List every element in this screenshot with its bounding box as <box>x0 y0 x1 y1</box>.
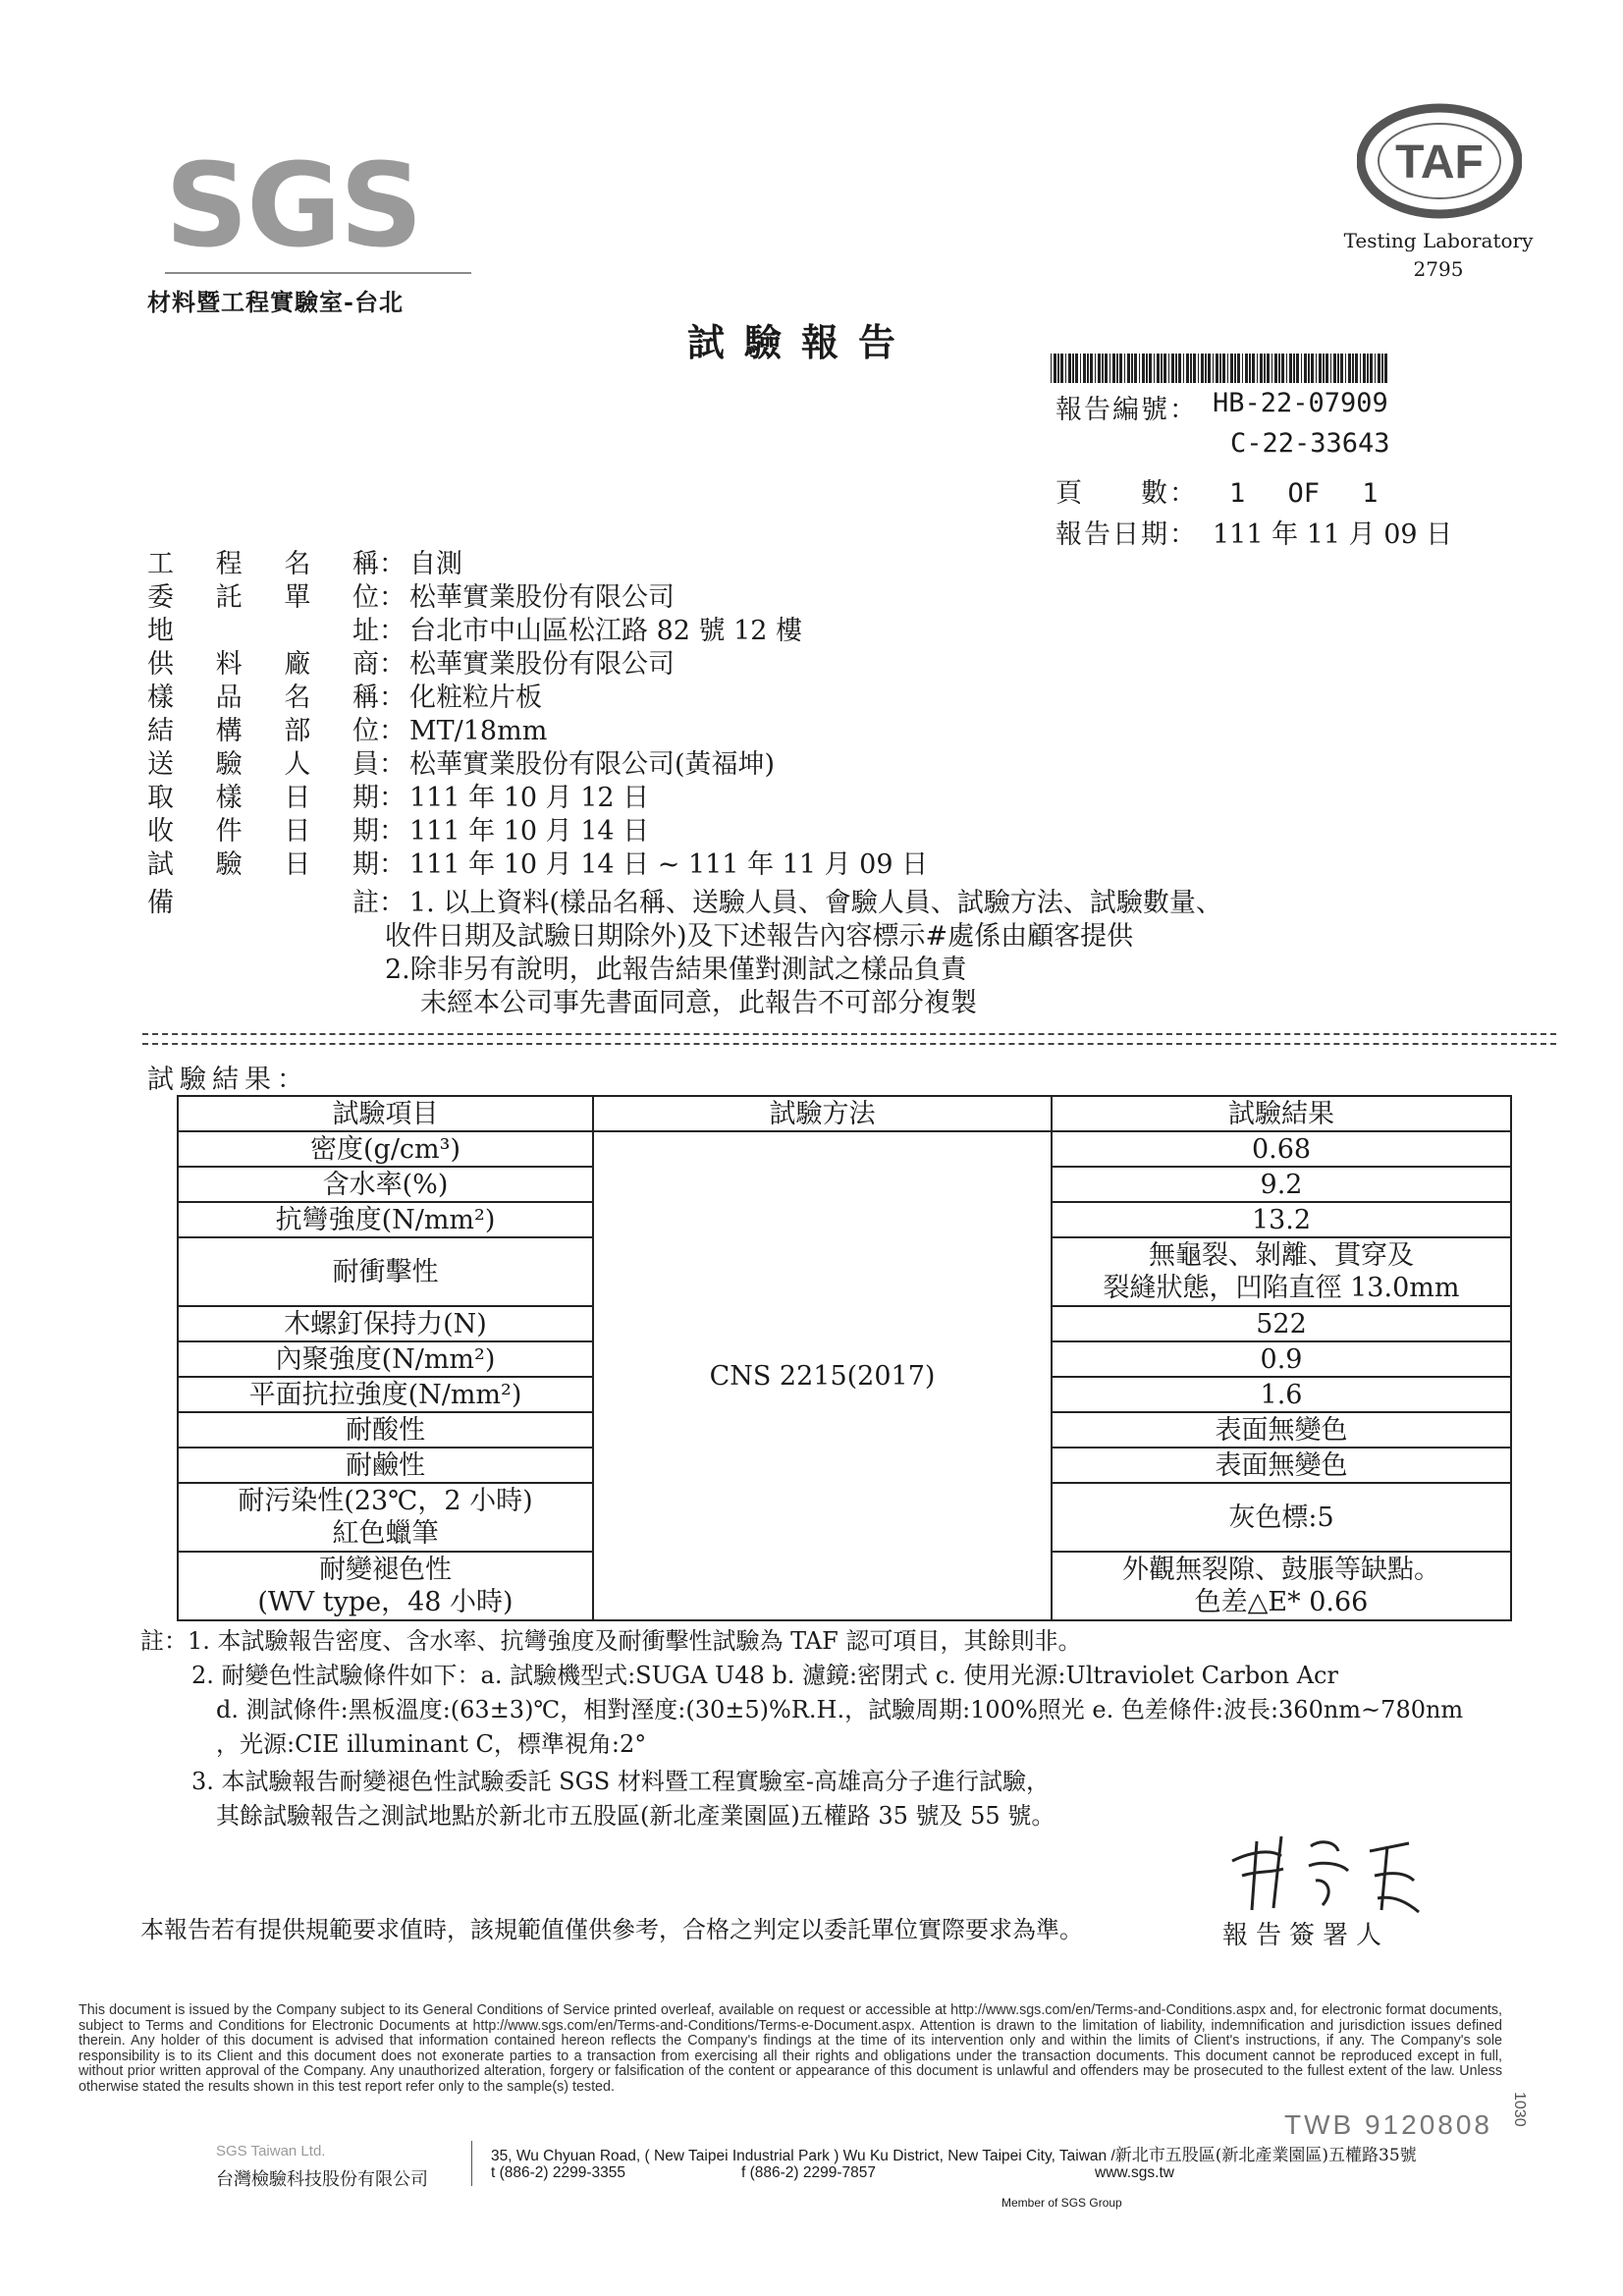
document-serial: TWB 9120808 <box>1284 2109 1492 2140</box>
taf-number: 2795 <box>1413 257 1464 281</box>
info-label: 試驗日期 <box>147 849 379 880</box>
info-row <box>147 887 1222 920</box>
barcode-bar <box>1319 354 1322 383</box>
barcode-bar <box>1054 354 1056 383</box>
info-value: 1. 以上資料(樣品名稱、送驗人員、會驗人員、試驗方法、試驗數量、 <box>409 888 1222 918</box>
note-3-cont: 其餘試驗報告之測試地點於新北市五股區(新北產業園區)五權路 35 號及 55 號。 <box>216 1802 1055 1830</box>
barcode-bar <box>1281 354 1284 383</box>
barcode-bar <box>1227 354 1228 383</box>
info-label: 收件日期 <box>147 816 379 847</box>
lab-name: 材料暨工程實驗室-台北 <box>147 288 404 316</box>
barcode-bar <box>1274 354 1277 383</box>
item-line: 紅色蠟筆 <box>332 1518 439 1549</box>
barcode-bar <box>1213 354 1214 383</box>
company-address <box>491 2141 1417 2165</box>
address-cn: 新北市五股區(新北產業園區)五權路35號 <box>1114 2146 1417 2165</box>
barcode <box>1051 354 1389 383</box>
info-value: 111 年 10 月 14 日 ~ 111 年 11 月 09 日 <box>409 849 929 880</box>
result-cell: 表面無變色 <box>1052 1412 1511 1448</box>
barcode-bar <box>1127 354 1130 383</box>
barcode-bar <box>1367 354 1369 383</box>
info-value: 松華實業股份有限公司(黃福坤) <box>409 749 776 780</box>
company-name-cn: 台灣檢驗科技股份有限公司 <box>216 2169 428 2190</box>
barcode-bar <box>1325 354 1328 383</box>
barcode-bar <box>1237 354 1240 383</box>
barcode-bar <box>1060 354 1063 383</box>
info-label: 工程名稱 <box>147 549 379 579</box>
info-value: MT/18mm <box>409 716 548 746</box>
item-cell: 內聚強度(N/mm²) <box>178 1341 593 1377</box>
info-colon: ： <box>379 616 406 646</box>
report-no: HB-22-07909 <box>1213 388 1388 418</box>
barcode-bar <box>1348 354 1351 383</box>
header-item: 試驗項目 <box>178 1096 593 1131</box>
barcode-bar <box>1090 354 1093 383</box>
result-line: 色差△E* 0.66 <box>1194 1587 1369 1617</box>
info-colon: ： <box>379 549 406 579</box>
item-cell: 平面抗拉強度(N/mm²) <box>178 1377 593 1412</box>
divider <box>142 1033 1556 1045</box>
barcode-bar <box>1051 354 1052 383</box>
info-colon: ： <box>379 716 406 746</box>
info-label: 送驗人員 <box>147 749 379 780</box>
result-cell: 0.68 <box>1052 1131 1511 1167</box>
item-cell <box>178 1552 593 1620</box>
item-cell: 木螺釘保持力(N) <box>178 1306 593 1341</box>
info-colon: ： <box>379 849 406 880</box>
taf-logo-text: TAF <box>1395 137 1484 189</box>
item-line: 耐變褪色性 <box>319 1555 452 1585</box>
result-cell <box>1052 1237 1511 1306</box>
item-cell: 耐鹼性 <box>178 1448 593 1483</box>
logo-rule <box>165 272 471 274</box>
barcode-bar <box>1146 354 1148 383</box>
sgs-logo: SGS <box>165 137 421 273</box>
info-colon: ： <box>379 816 406 847</box>
info-colon: ： <box>379 749 406 780</box>
barcode-bar <box>1301 354 1302 383</box>
info-value: 松華實業股份有限公司 <box>409 582 675 613</box>
barcode-bar <box>1267 354 1270 383</box>
barcode-bar <box>1105 354 1108 383</box>
info-row <box>147 748 775 782</box>
note-1: 註：1. 本試驗報告密度、含水率、抗彎強度及耐衝擊性試驗為 TAF 認可項目，其餘則非。 <box>140 1627 1082 1655</box>
company-fax: f (886-2) 2299-7857 <box>741 2164 877 2181</box>
barcode-bar <box>1075 354 1078 383</box>
info-value: 台北市中山區松江路 82 號 12 樓 <box>409 616 803 646</box>
info-colon: ： <box>379 649 406 680</box>
barcode-bar <box>1175 354 1177 383</box>
result-line: 無龜裂、剝離、貫穿及 <box>1149 1240 1414 1271</box>
result-cell: 表面無變色 <box>1052 1448 1511 1483</box>
result-line: 外觀無裂隙、鼓脹等缺點。 <box>1122 1555 1440 1585</box>
member-note: Member of SGS Group <box>1001 2196 1122 2210</box>
barcode-bar <box>1157 354 1160 383</box>
barcode-bar <box>1360 354 1361 383</box>
barcode-bar <box>1116 354 1118 383</box>
report-no-label: 報告編號： <box>1055 395 1198 425</box>
barcode-bar <box>1311 354 1314 383</box>
barcode-bar <box>1384 354 1387 383</box>
remark-line-3: 未經本公司事先書面同意，此報告不可部分複製 <box>420 988 977 1018</box>
info-label: 備註 <box>147 888 379 918</box>
header-method: 試驗方法 <box>593 1096 1052 1131</box>
info-colon: ： <box>379 683 406 713</box>
info-value: 111 年 10 月 14 日 <box>409 816 650 847</box>
result-cell <box>1052 1552 1511 1620</box>
barcode-bar <box>1260 354 1263 383</box>
results-table <box>177 1095 1512 1621</box>
info-row <box>147 715 547 748</box>
info-row <box>147 782 649 815</box>
barcode-bar <box>1178 354 1181 383</box>
barcode-bar <box>1087 354 1089 383</box>
info-colon: ： <box>379 582 406 613</box>
barcode-bar <box>1149 354 1152 383</box>
barcode-bar <box>1072 354 1074 383</box>
barcode-bar <box>1102 354 1104 383</box>
info-label: 取樣日期 <box>147 783 379 813</box>
barcode-bar <box>1330 354 1331 383</box>
company-website: www.sgs.tw <box>1095 2164 1174 2181</box>
info-row <box>147 815 649 848</box>
result-cell: 13.2 <box>1052 1202 1511 1237</box>
remark-line-2: 2.除非另有說明，此報告結果僅對測試之樣品負責 <box>385 955 967 985</box>
item-line: 耐污染性(23℃，2 小時) <box>238 1486 533 1516</box>
item-cell <box>178 1483 593 1552</box>
barcode-bar <box>1333 354 1336 383</box>
barcode-bar <box>1296 354 1299 383</box>
info-row <box>147 615 802 648</box>
table-row <box>178 1131 1511 1167</box>
item-cell: 密度(g/cm³) <box>178 1131 593 1167</box>
side-code: 1030 <box>1511 2092 1528 2127</box>
info-colon: ： <box>379 888 406 918</box>
barcode-bar <box>1208 354 1211 383</box>
info-value: 111 年 10 月 12 日 <box>409 783 650 813</box>
barcode-bar <box>1083 354 1086 383</box>
note-2-cont-2: ，光源:CIE illuminant C，標準視角:2° <box>216 1730 647 1758</box>
barcode-bar <box>1183 354 1184 383</box>
report-date: 111 年 11 月 09 日 <box>1213 519 1453 550</box>
barcode-bar <box>1230 354 1233 383</box>
info-colon: ： <box>379 783 406 813</box>
barcode-bar <box>1154 354 1155 383</box>
barcode-bar <box>1264 354 1266 383</box>
result-cell: 灰色標:5 <box>1052 1483 1511 1552</box>
barcode-bar <box>1119 354 1122 383</box>
barcode-bar <box>1131 354 1133 383</box>
info-label: 結構部位 <box>147 716 379 746</box>
info-row <box>147 548 462 581</box>
barcode-bar <box>1249 354 1251 383</box>
info-label: 供料廠商 <box>147 649 379 680</box>
taf-subtitle: Testing Laboratory <box>1343 229 1534 252</box>
barcode-bar <box>1375 354 1376 383</box>
result-line: 裂縫狀態，凹陷直徑 13.0mm <box>1103 1273 1460 1303</box>
barcode-bar <box>1161 354 1163 383</box>
company-phone: t (886-2) 2299-3355 <box>491 2164 626 2181</box>
barcode-bar <box>1124 354 1125 383</box>
page-count: 1 OF 1 <box>1229 478 1379 509</box>
barcode-bar <box>1168 354 1169 383</box>
barcode-bar <box>1163 354 1166 383</box>
report-date-label: 報告日期： <box>1055 519 1198 550</box>
company-name-en: SGS Taiwan Ltd. <box>216 2143 326 2159</box>
barcode-bar <box>1201 354 1204 383</box>
barcode-bar <box>1245 354 1248 383</box>
page-title: 試驗報告 <box>687 320 916 364</box>
result-cell: 1.6 <box>1052 1377 1511 1412</box>
barcode-bar <box>1242 354 1243 383</box>
barcode-bar <box>1304 354 1307 383</box>
taf-logo-icon <box>1357 103 1522 219</box>
barcode-bar <box>1257 354 1258 383</box>
barcode-bar <box>1139 354 1140 383</box>
barcode-bar <box>1193 354 1196 383</box>
info-value: 松華實業股份有限公司 <box>409 649 675 680</box>
barcode-bar <box>1171 354 1174 383</box>
report-no-2: C-22-33643 <box>1230 428 1390 459</box>
info-value: 化粧粒片板 <box>409 683 542 713</box>
barcode-bar <box>1363 354 1366 383</box>
item-cell: 耐酸性 <box>178 1412 593 1448</box>
barcode-bar <box>1198 354 1199 383</box>
barcode-bar <box>1095 354 1096 383</box>
note-3: 3. 本試驗報告耐變褪色性試驗委託 SGS 材料暨工程實驗室-高雄高分子進行試驗， <box>191 1768 1050 1795</box>
barcode-bar <box>1271 354 1272 383</box>
item-cell: 耐衝擊性 <box>178 1237 593 1306</box>
table-header-row <box>178 1096 1511 1131</box>
barcode-bar <box>1068 354 1071 383</box>
barcode-bar <box>1308 354 1310 383</box>
result-cell: 0.9 <box>1052 1341 1511 1377</box>
address-en: 35, Wu Chyuan Road, ( New Taipei Industrial Park ) Wu Ku District, New Taipei City, Taiwan / <box>491 2148 1115 2164</box>
barcode-bar <box>1234 354 1236 383</box>
barcode-bar <box>1345 354 1346 383</box>
info-row <box>147 682 542 715</box>
barcode-bar <box>1278 354 1280 383</box>
disclaimer-statement: 本報告若有提供規範要求值時，該規範值僅供參考，合格之判定以委託單位實際要求為準。 <box>140 1916 1083 1943</box>
barcode-bar <box>1323 354 1325 383</box>
barcode-bar <box>1216 354 1218 383</box>
info-label: 地址 <box>147 616 379 646</box>
barcode-bar <box>1286 354 1287 383</box>
info-row <box>147 648 675 682</box>
barcode-bar <box>1352 354 1354 383</box>
barcode-bar <box>1252 354 1255 383</box>
signer-label: 報告簽署人 <box>1222 1921 1390 1950</box>
barcode-bar <box>1219 354 1221 383</box>
barcode-bar <box>1337 354 1339 383</box>
signature-icon <box>1213 1822 1429 1920</box>
barcode-bar <box>1205 354 1207 383</box>
terms-fine-print: This document is issued by the Company subject to its General Conditions of Service printed overleaf, available on request or accessible at http://www.sgs.com/en/Terms-and-Conditions.aspx and, for electronic format documents, subject to Terms and Conditions for Electronic Documents at http://www.sgs.com/en/Terms-and-Conditions/Terms-e-Document.aspx. Attention is drawn to the limitation of liability, indemnification and jurisdiction issues defined therein. Any holder of this document is advised that information contained hereon reflects the Company's findings at the time of its intervention only and within the limits of Client's instructions, if any. The Company's sole responsibility is to its Client and this document does not exonerate parties to a transaction from exercising all their rights and obligations under the transaction documents. This document cannot be reproduced except in full, without prior written approval of the Company. Any unauthorized alteration, forgery or falsification of the content or appearance of this document is unlawful and offenders may be prosecuted to the fullest extent of the law. Unless otherwise stated the results shown in this test report refer only to the sample(s) tested. <box>79 2002 1502 2095</box>
info-label: 樣品名稱 <box>147 683 379 713</box>
header-result: 試驗結果 <box>1052 1096 1511 1131</box>
info-value: 自測 <box>409 549 462 579</box>
barcode-bar <box>1186 354 1189 383</box>
barcode-bar <box>1142 354 1145 383</box>
result-cell: 522 <box>1052 1306 1511 1341</box>
results-heading: 試驗結果： <box>147 1065 309 1095</box>
info-row <box>147 581 675 615</box>
barcode-bar <box>1109 354 1110 383</box>
info-label: 委託單位 <box>147 582 379 613</box>
item-cell: 抗彎強度(N/mm²) <box>178 1202 593 1237</box>
footer-divider <box>471 2141 472 2186</box>
barcode-bar <box>1065 354 1066 383</box>
barcode-bar <box>1378 354 1380 383</box>
barcode-bar <box>1222 354 1225 383</box>
barcode-bar <box>1381 354 1383 383</box>
barcode-bar <box>1289 354 1292 383</box>
barcode-bar <box>1112 354 1115 383</box>
pages-label: 頁 數： <box>1055 478 1198 509</box>
remark-line-1: 收件日期及試驗日期除外)及下述報告內容標示#處係由顧客提供 <box>385 921 1134 952</box>
barcode-bar <box>1098 354 1101 383</box>
barcode-bar <box>1340 354 1343 383</box>
info-row <box>147 848 928 882</box>
note-2-cont: d. 測試條件:黑板溫度:(63±3)℃，相對溼度:(30±5)%R.H.，試驗周期:100%照光 e. 色差條件:波長:360nm~780nm <box>216 1696 1464 1723</box>
barcode-bar <box>1370 354 1373 383</box>
result-cell: 9.2 <box>1052 1167 1511 1202</box>
barcode-bar <box>1190 354 1192 383</box>
barcode-bar <box>1134 354 1137 383</box>
item-line: (WV type，48 小時) <box>257 1587 514 1617</box>
method-cell: CNS 2215(2017) <box>593 1131 1052 1620</box>
barcode-bar <box>1057 354 1059 383</box>
note-2: 2. 耐變色性試驗條件如下：a. 試驗機型式:SUGA U48 b. 濾鏡:密閉式 c. 使用光源:Ultraviolet Carbon Acr <box>191 1662 1338 1689</box>
barcode-bar <box>1355 354 1358 383</box>
barcode-bar <box>1316 354 1317 383</box>
barcode-bar <box>1293 354 1295 383</box>
item-cell: 含水率(%) <box>178 1167 593 1202</box>
barcode-bar <box>1080 354 1081 383</box>
